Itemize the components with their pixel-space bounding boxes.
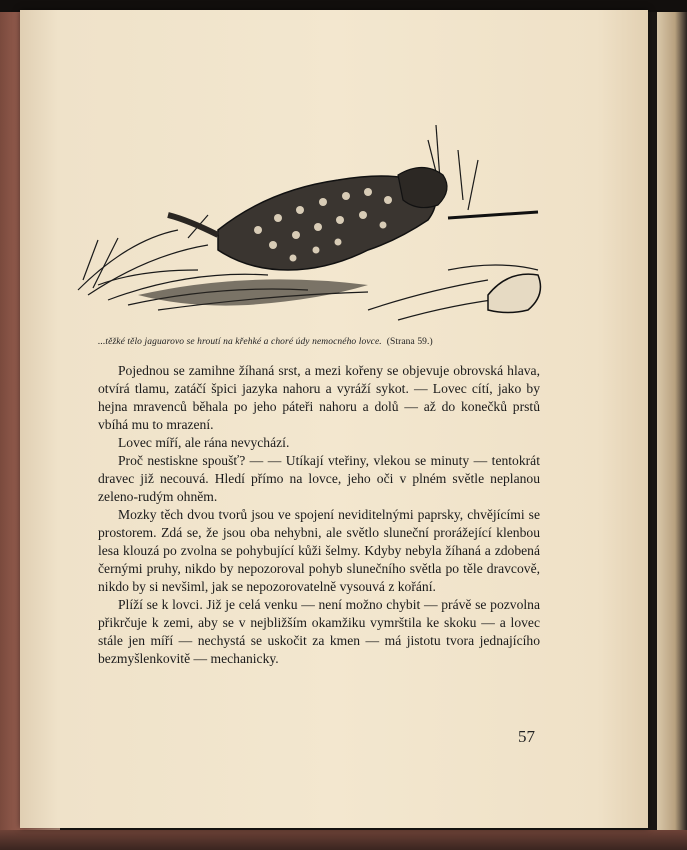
paragraph: Pojednou se zamihne žíhaná srst, a mezi kořeny se objevuje obrovská hlava, otvírá tlamu, zatáčí špici jazyka nahoru a vyráží sykot. — Lovec cítí, jako by hejna mravenců běhala po jeho páteři nahoru a dolů — až do konečků prstů vbíhá mu to mrazení. — [98, 363, 540, 432]
illustration-caption — [98, 337, 568, 347]
paragraph: Plíží se k lovci. Již je celá venku — není možno chybit — právě se pozvolna přikrčuje k zemi, aby se v nejbližším okamžiku vymrštila ke skoku — a lovec stále jen míří — nechystá se uskočit za kmen — má jistotu tvora jednajícího bezmyšlenkovitě — mechanicky. — [98, 597, 540, 666]
body-text — [98, 362, 540, 668]
paragraph: Mozky těch dvou tvorů jsou ve spojení neviditelnými paprsky, chvějícími se prostorem. Zdá se, že jsou oba nehybni, ale světlo sluneční prorážející klenbou lesa klouzá po zvolna se pohybující kůži šelmy. Kdyby nebyla žíhaná a zdobená černými pruhy, nikdo by nepozoroval pohyb slunečního světla po těle dravcově, nikdo by si nevšiml, jak se nepozorovatelně vysouvá z kořání. — [98, 507, 540, 594]
book-bottom-edge — [0, 830, 687, 850]
page-stack-edge — [657, 12, 687, 838]
page-number: 57 — [518, 727, 535, 746]
jaguar-illustration — [68, 120, 548, 330]
caption-text: ...těžké tělo jaguarovo se hroutí na křehké a choré údy nemocného lovce. — [98, 337, 382, 347]
book-page — [20, 10, 648, 828]
paragraph: Lovec míří, ale rána nevychází. — [118, 435, 290, 450]
caption-page-ref: (Strana 59.) — [386, 337, 433, 347]
paragraph: Proč nestiskne spoušť? — — Utíkají vteřiny, vlekou se minuty — tentokrát dravec již necouvá. Hledí přímo na lovce, jeho oči v plném světle neplanou zeleno-rudým ohněm. — [98, 453, 540, 504]
